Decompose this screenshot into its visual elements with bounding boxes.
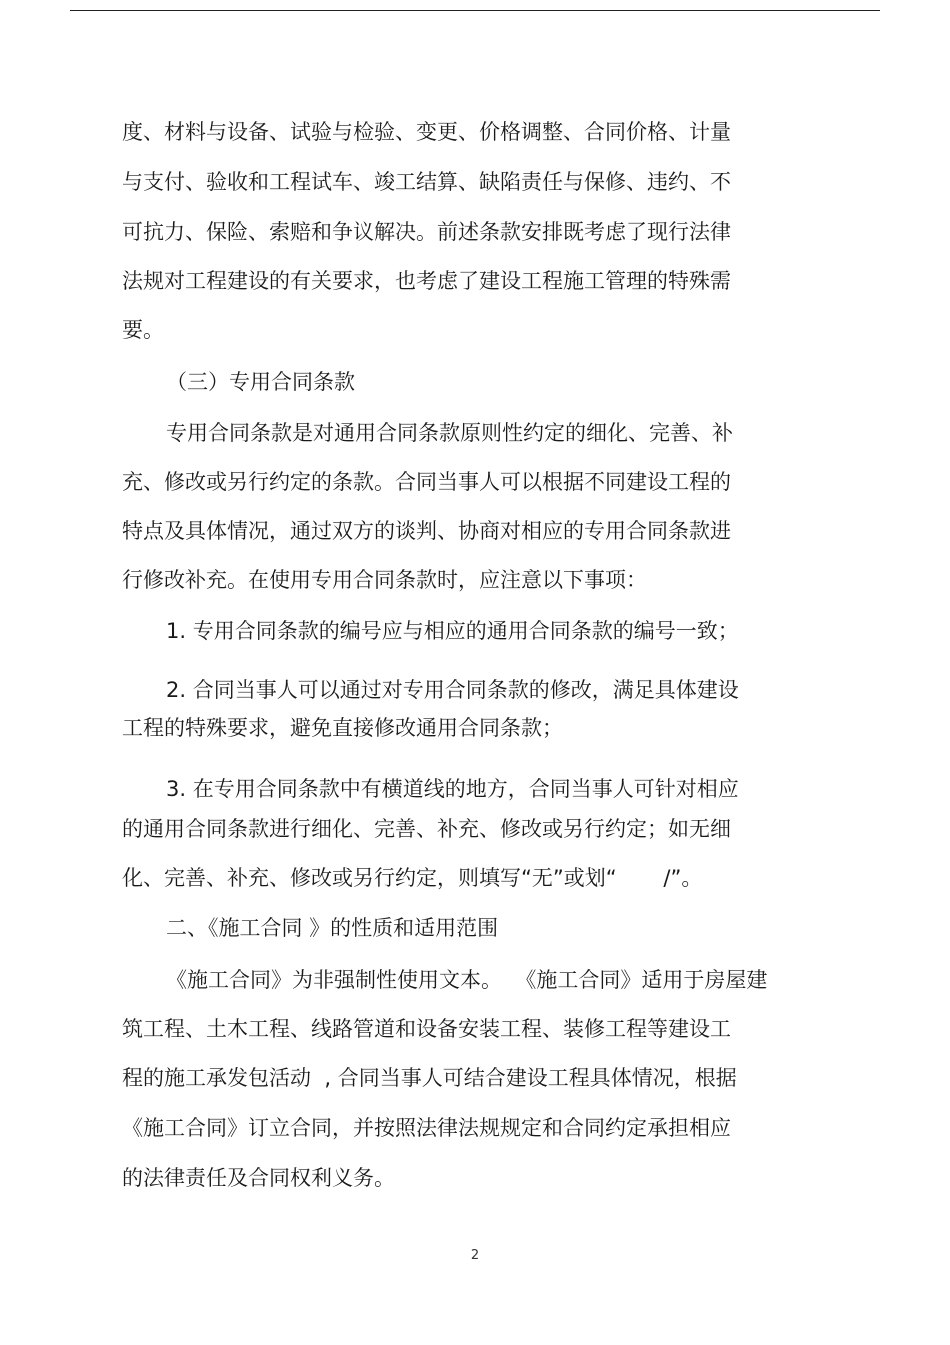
body-line: 《施工合同》为非强制性使用文本。 《施工合同》适用于房屋建 [166, 968, 768, 992]
body-line: 法规对工程建设的有关要求，也考虑了建设工程施工管理的特殊需 [122, 269, 731, 293]
body-line: 程的施工承发包活动 , 合同当事人可结合建设工程具体情况，根据 [122, 1066, 737, 1090]
body-line: 筑工程、土木工程、线路管道和设备安装工程、装修工程等建设工 [122, 1017, 731, 1041]
body-line: 的法律责任及合同权利义务。 [122, 1166, 395, 1190]
body-line: 度、材料与设备、试验与检验、变更、价格调整、合同价格、计量 [122, 120, 731, 144]
list-item: 化、完善、补充、修改或另行约定，则填写“无”或划“ /”。 [122, 866, 703, 890]
body-line: 可抗力、保险、索赔和争议解决。前述条款安排既考虑了现行法律 [122, 220, 731, 244]
list-item: 3. 在专用合同条款中有横道线的地方，合同当事人可针对相应 [166, 777, 739, 801]
body-line: 与支付、验收和工程试车、竣工结算、缺陷责任与保修、违约、不 [122, 170, 731, 194]
body-line: 行修改补充。在使用专用合同条款时，应注意以下事项： [122, 568, 647, 592]
body-line: 专用合同条款是对通用合同条款原则性约定的细化、完善、补 [166, 421, 733, 445]
body-line: 《施工合同》订立合同，并按照法律法规规定和合同约定承担相应 [122, 1116, 731, 1140]
body-line: 要。 [122, 318, 164, 342]
page-number: 2 [470, 1248, 480, 1263]
list-item: 2. 合同当事人可以通过对专用合同条款的修改，满足具体建设 [166, 678, 739, 702]
section-heading: 二、《施工合同 》的性质和适用范围 [166, 916, 499, 940]
list-item: 的通用合同条款进行细化、完善、补充、修改或另行约定；如无细 [122, 817, 731, 841]
list-item: 工程的特殊要求，避免直接修改通用合同条款； [122, 716, 563, 740]
section-heading: （三）专用合同条款 [166, 370, 355, 394]
header-rule [70, 10, 880, 11]
body-line: 充、修改或另行约定的条款。合同当事人可以根据不同建设工程的 [122, 470, 731, 494]
list-item: 1. 专用合同条款的编号应与相应的通用合同条款的编号一致； [166, 619, 739, 643]
body-line: 特点及具体情况，通过双方的谈判、协商对相应的专用合同条款进 [122, 519, 731, 543]
